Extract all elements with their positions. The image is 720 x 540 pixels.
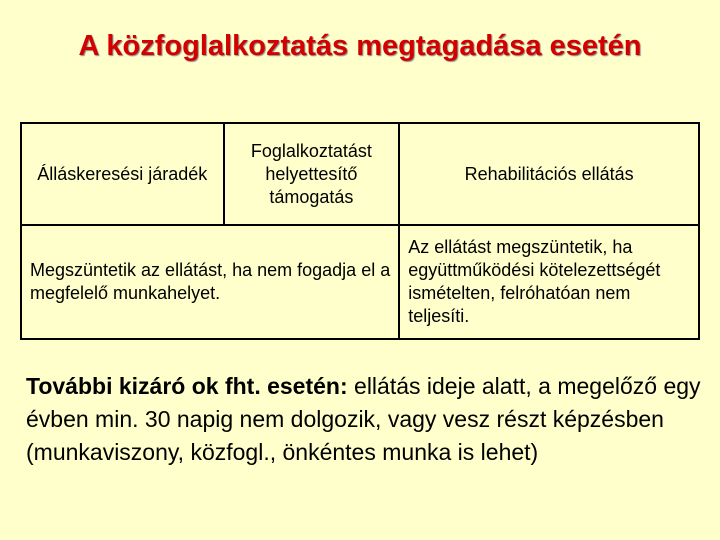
header-allaskeresesi-jaradek: Álláskeresési járadék bbox=[21, 123, 224, 225]
cell-megszuntetik-munkahely: Megszüntetik az ellátást, ha nem fogadja el a megfelelő munkahelyet. bbox=[21, 225, 399, 339]
table-header-row bbox=[21, 123, 699, 225]
header-foglalkoztatast-helyettesito-tamogatas: Foglalkoztatást helyettesítő támogatás bbox=[224, 123, 400, 225]
page-title: A közfoglalkoztatás megtagadása esetén bbox=[78, 30, 642, 62]
header-rehabilitacios-ellatas: Rehabilitációs ellátás bbox=[399, 123, 699, 225]
note-paragraph bbox=[26, 370, 706, 469]
note-bold-lead: További kizáró ok fht. esetén: bbox=[26, 373, 348, 399]
comparison-table bbox=[20, 122, 700, 340]
note-text: ellátás ideje alatt, a megelőző egy évben min. 30 napig nem dolgozik, vagy vesz részt képzésben (munkaviszony, közfogl., önkéntes munka is lehet) bbox=[26, 373, 701, 465]
table-row bbox=[21, 225, 699, 339]
cell-megszuntetik-egyuttmukodes: Az ellátást megszüntetik, ha együttműködési kötelezettségét ismételten, felróhatóan nem teljesíti. bbox=[399, 225, 699, 339]
